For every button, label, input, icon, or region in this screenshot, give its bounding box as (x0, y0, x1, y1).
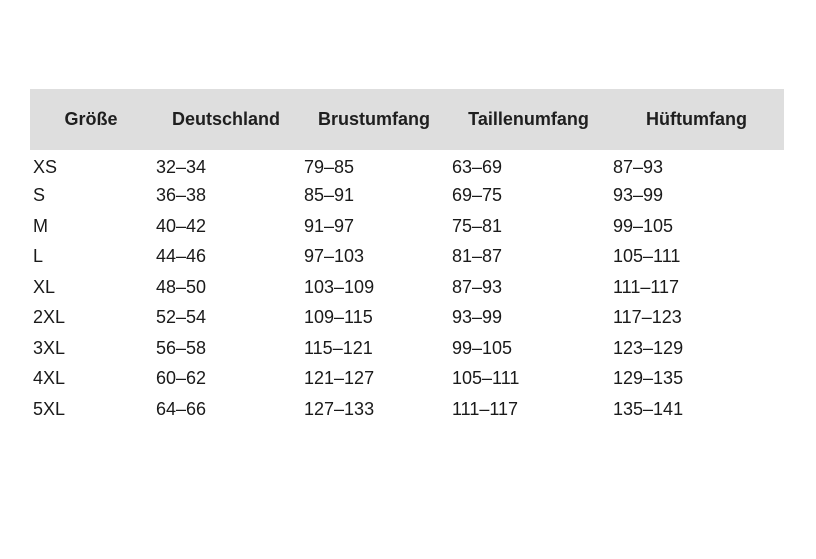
cell-size: 3XL (33, 337, 66, 358)
table-row (30, 394, 784, 425)
cell-hip: 135–141 (613, 398, 684, 419)
cell-waist: 75–81 (452, 215, 503, 236)
cell-germany: 32–34 (156, 156, 207, 177)
cell-germany: 40–42 (156, 215, 207, 236)
table-row (30, 181, 784, 212)
cell-bust: 115–121 (304, 337, 373, 358)
size-chart-body (30, 150, 784, 425)
cell-bust: 127–133 (304, 398, 375, 419)
size-chart-table (30, 89, 784, 425)
table-row (30, 364, 784, 395)
cell-hip: 87–93 (613, 156, 664, 177)
cell-bust: 103–109 (304, 276, 375, 297)
cell-waist: 69–75 (452, 185, 503, 206)
cell-waist: 105–111 (452, 368, 520, 389)
table-row (30, 272, 784, 303)
cell-size: 2XL (33, 307, 66, 328)
header-row (30, 89, 784, 150)
cell-hip: 117–123 (613, 307, 682, 328)
cell-size: 5XL (33, 398, 66, 419)
table-row (30, 211, 784, 242)
cell-germany: 52–54 (156, 307, 207, 328)
cell-hip: 105–111 (613, 246, 681, 267)
header-bust: Brustumfang (318, 109, 430, 129)
header-waist: Taillenumfang (468, 109, 589, 129)
cell-waist: 87–93 (452, 276, 503, 297)
cell-waist: 111–117 (452, 398, 519, 419)
table-row (30, 333, 784, 364)
header-size: Größe (64, 109, 118, 129)
cell-waist: 93–99 (452, 307, 503, 328)
cell-germany: 64–66 (156, 398, 207, 419)
header-hip: Hüftumfang (646, 109, 747, 129)
cell-germany: 44–46 (156, 246, 207, 267)
cell-germany: 48–50 (156, 276, 207, 297)
size-chart-header (30, 89, 784, 150)
cell-hip: 111–117 (613, 276, 680, 297)
cell-bust: 91–97 (304, 215, 355, 236)
cell-bust: 85–91 (304, 185, 355, 206)
table-row (30, 242, 784, 273)
cell-germany: 56–58 (156, 337, 207, 358)
cell-germany: 36–38 (156, 185, 207, 206)
cell-size: 4XL (33, 368, 66, 389)
cell-size: XS (33, 156, 58, 177)
cell-waist: 81–87 (452, 246, 503, 267)
cell-hip: 93–99 (613, 185, 664, 206)
cell-bust: 121–127 (304, 368, 375, 389)
cell-bust: 109–115 (304, 307, 373, 328)
cell-waist: 63–69 (452, 156, 503, 177)
cell-size: S (33, 185, 46, 206)
cell-size: XL (33, 276, 56, 297)
header-germany: Deutschland (171, 109, 281, 129)
cell-size: M (33, 215, 48, 236)
cell-hip: 123–129 (613, 337, 684, 358)
cell-hip: 99–105 (613, 215, 674, 236)
cell-bust: 79–85 (304, 156, 355, 177)
table-row (30, 303, 784, 334)
cell-waist: 99–105 (452, 337, 513, 358)
cell-hip: 129–135 (613, 368, 684, 389)
table-row (30, 150, 784, 181)
cell-germany: 60–62 (156, 368, 207, 389)
cell-size: L (33, 246, 44, 267)
cell-bust: 97–103 (304, 246, 365, 267)
